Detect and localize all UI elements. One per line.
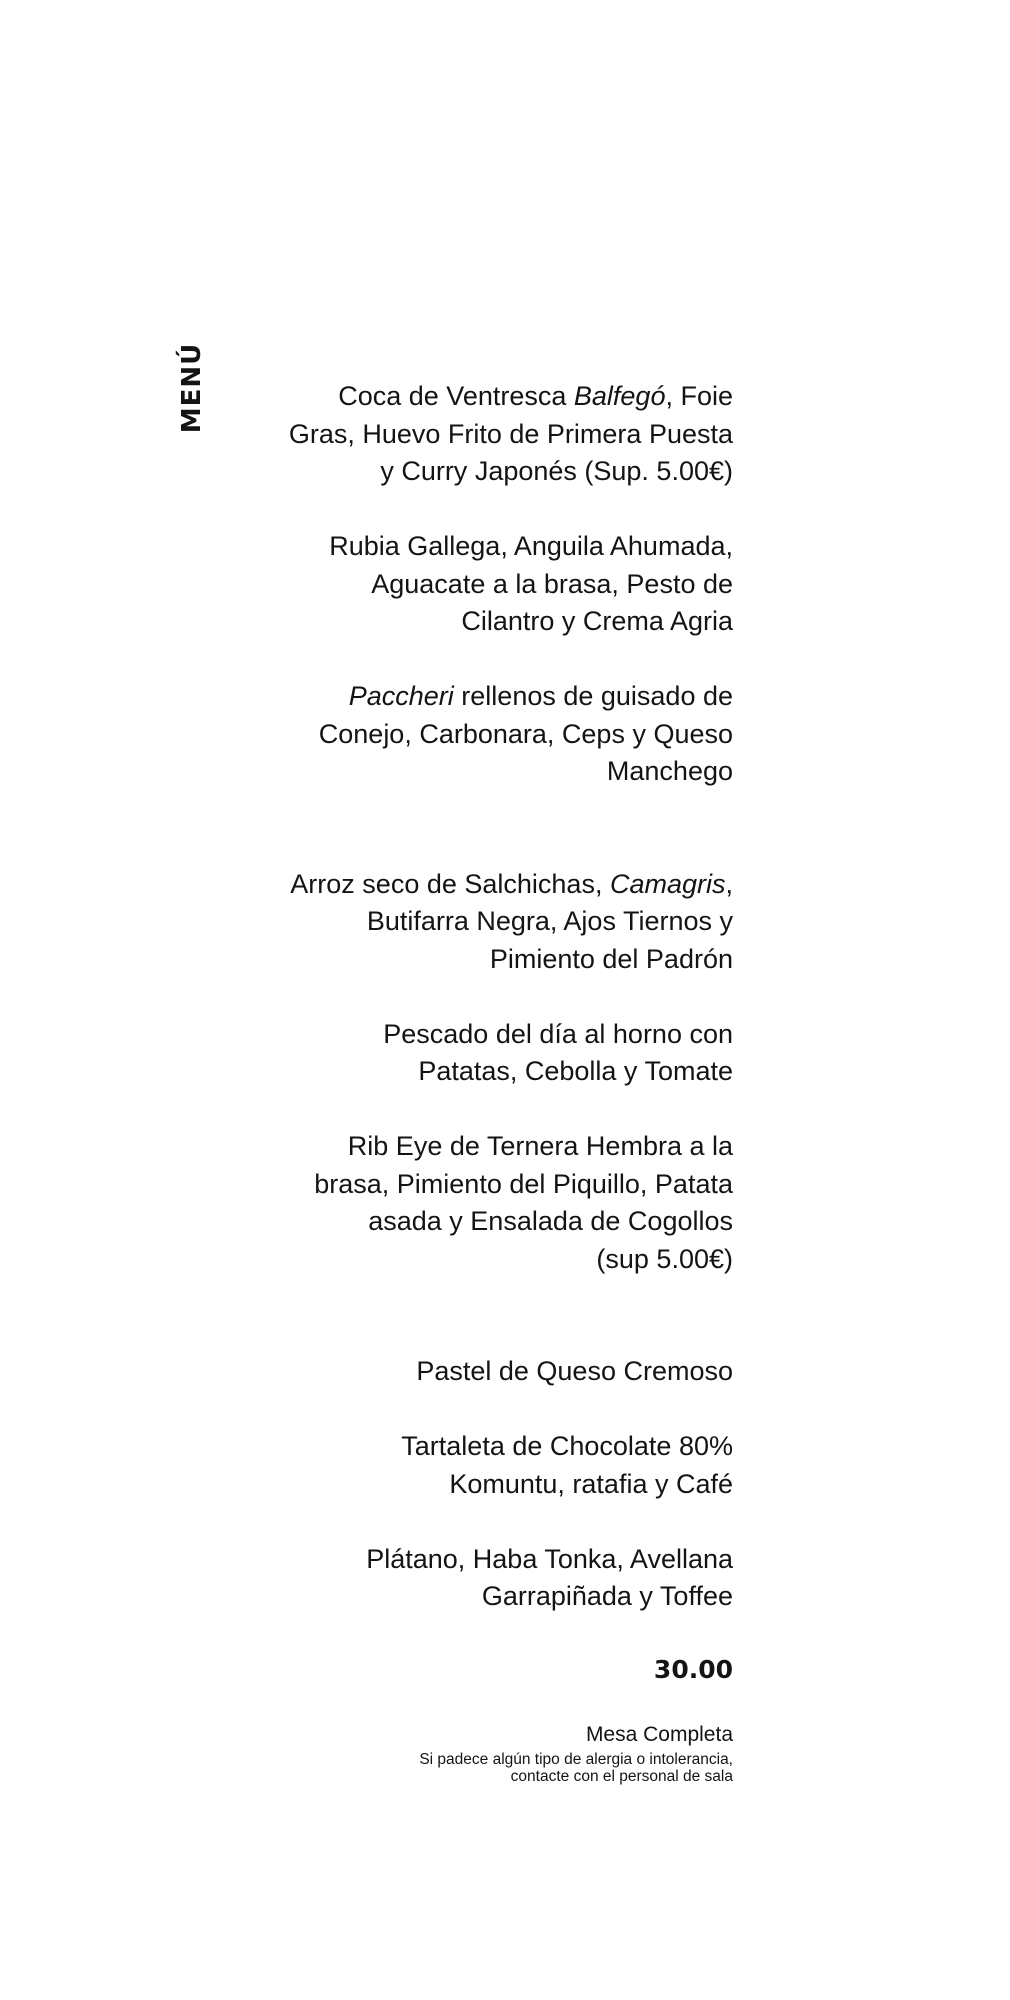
dish-line: y Curry Japonés (Sup. 5.00€): [380, 456, 733, 486]
dish-line: Rubia Gallega, Anguila Ahumada,: [329, 531, 733, 561]
dish-item: [270, 866, 733, 979]
menu-title: [170, 342, 214, 434]
dish-line: brasa, Pimiento del Piquillo, Patata: [314, 1168, 733, 1199]
menu-title-text: MENÚ: [177, 342, 207, 434]
dish-line: Pimiento del Padrón: [489, 943, 733, 974]
dish-line: Tartaleta de Chocolate 80%: [401, 1431, 733, 1461]
dish-line: Garrapiñada y Toffee: [481, 1581, 733, 1611]
starters-section: [270, 378, 733, 791]
dish-line: asada y Ensalada de Cogollos: [368, 1206, 733, 1236]
dish-line: Plátano, Haba Tonka, Avellana: [366, 1543, 733, 1574]
allergy-line: Si padece algún tipo de alergia o intolerancia,: [419, 1751, 733, 1768]
dish-line: Coca de Ventresca Balfegó, Foie: [338, 381, 733, 411]
dish-italic-name: Paccheri: [348, 681, 454, 711]
dish-line: Patatas, Cebolla y Tomate: [418, 1056, 733, 1086]
mesa-completa-note: Mesa Completa: [585, 1723, 733, 1746]
dish-line: Paccheri rellenos de guisado de: [348, 681, 733, 711]
dish-italic-name: Balfegó: [573, 381, 666, 411]
menu-price: 30.00: [653, 1655, 733, 1684]
dish-item: [270, 1353, 733, 1391]
dish-line: Rib Eye de Ternera Hembra a la: [347, 1131, 733, 1161]
dish-item: [270, 678, 733, 791]
dish-item: [270, 1428, 733, 1503]
dish-line: Aguacate a la brasa, Pesto de: [371, 568, 733, 599]
dish-line: (sup 5.00€): [596, 1243, 733, 1274]
dish-line: Arroz seco de Salchichas, Camagris,: [290, 868, 733, 899]
allergy-notice: [270, 1751, 733, 1785]
dish-item: [270, 1128, 733, 1278]
mains-section: [270, 866, 733, 1279]
allergy-line: contacte con el personal de sala: [510, 1768, 733, 1785]
dish-line: Cilantro y Crema Agria: [461, 606, 733, 636]
menu-body: [270, 378, 733, 1785]
dish-item: [270, 378, 733, 491]
dish-item: [270, 1541, 733, 1616]
dish-line: Conejo, Carbonara, Ceps y Queso: [318, 718, 733, 749]
dish-italic-name: Camagris: [609, 868, 726, 899]
dish-line: Manchego: [606, 756, 733, 786]
dish-item: [270, 1016, 733, 1091]
dish-line: Komuntu, ratafia y Café: [449, 1468, 733, 1499]
desserts-section: [270, 1353, 733, 1616]
dish-line: Pastel de Queso Cremoso: [416, 1356, 733, 1386]
dish-item: [270, 528, 733, 641]
dish-line: Pescado del día al horno con: [383, 1018, 733, 1049]
dish-line: Butifarra Negra, Ajos Tiernos y: [366, 906, 733, 936]
dish-line: Gras, Huevo Frito de Primera Puesta: [288, 418, 733, 449]
